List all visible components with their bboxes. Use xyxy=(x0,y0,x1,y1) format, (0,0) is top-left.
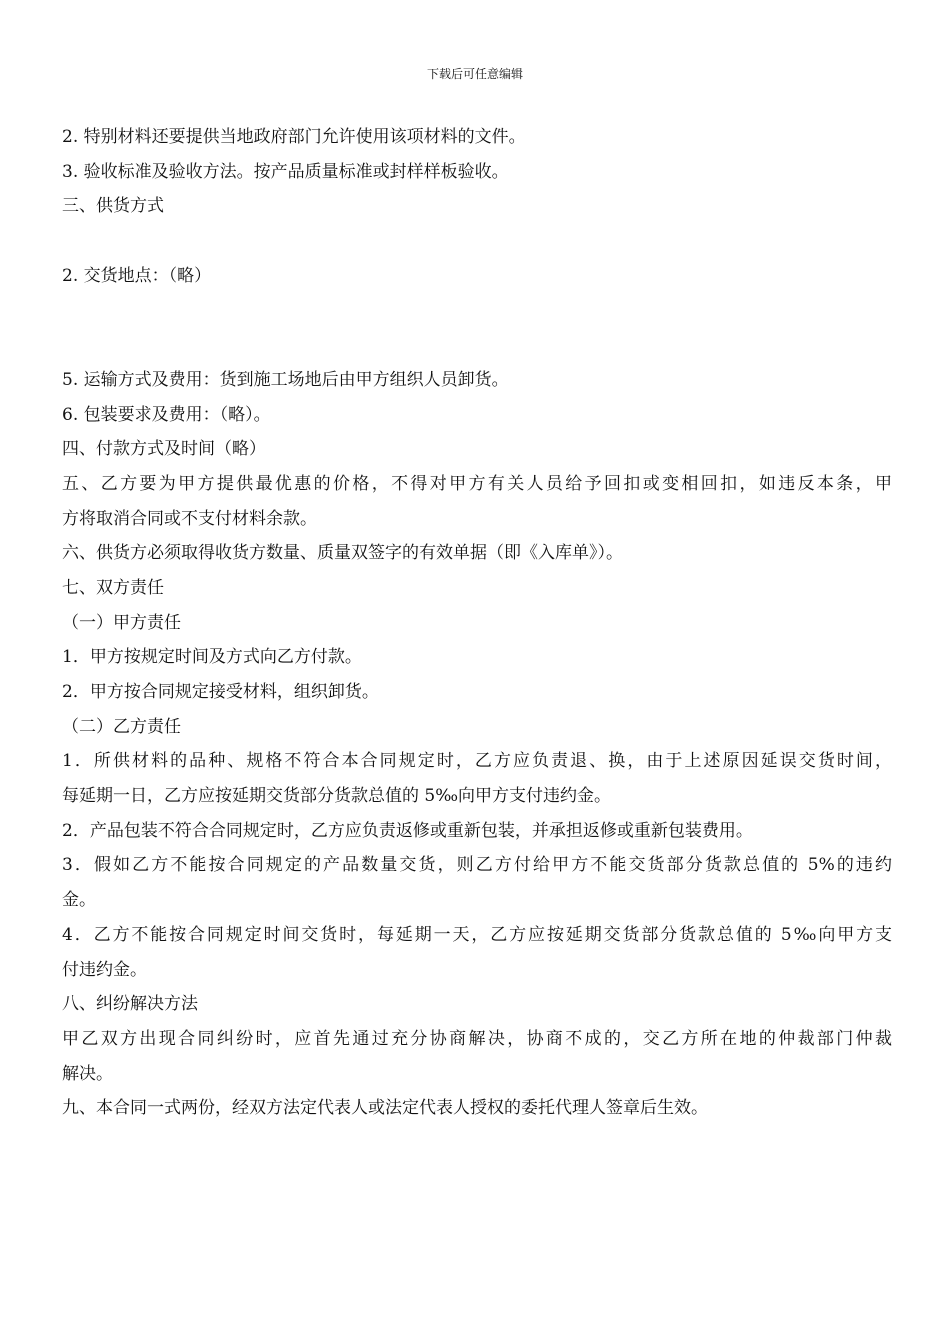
party-b-item-1-line2: 每延期一日，乙方应按延期交货部分货款总值的 5‰向甲方支付违约金。 xyxy=(62,786,612,807)
party-a-item-2: 2．甲方按合同规定接受材料，组织卸货。 xyxy=(62,682,379,702)
disputes-text-line2: 解决。 xyxy=(62,1063,113,1084)
disputes-text-line1: 甲乙双方出现合同纠纷时，应首先通过充分协商解决，协商不成的，交乙方所在地的仲裁部门仲裁 xyxy=(62,1028,892,1049)
section-receipt: 六、供货方必须取得收货方数量、质量双签字的有效单据（即《入库单》）。 xyxy=(62,543,623,564)
clause-packaging: 6. 包装要求及费用：（略）。 xyxy=(62,404,271,425)
page-header: 下载后可任意编辑 xyxy=(426,67,523,81)
section-responsibilities: 七、双方责任 xyxy=(62,577,164,598)
section-effectiveness: 九、本合同一式两份，经双方法定代表人或法定代表人授权的委托代理人签章后生效。 xyxy=(62,1098,708,1119)
section-pricing-line2: 方将取消合同或不支付材料余款。 xyxy=(62,508,317,529)
party-b-item-1-line1: 1．所供材料的品种、规格不符合本合同规定时，乙方应负责退、换，由于上述原因延误交货时间， xyxy=(62,751,892,772)
section-pricing-line1: 五、乙方要为甲方提供最优惠的价格，不得对甲方有关人员给予回扣或变相回扣，如违反本条，甲 xyxy=(62,473,892,494)
clause-transport: 5. 运输方式及费用：货到施工场地后由甲方组织人员卸货。 xyxy=(62,369,509,390)
clause-acceptance-standard: 3. 验收标准及验收方法。按产品质量标准或封样样板验收。 xyxy=(62,161,509,182)
party-a-item-1: 1．甲方按规定时间及方式向乙方付款。 xyxy=(62,647,362,668)
party-b-item-4-line2: 付违约金。 xyxy=(62,959,147,980)
clause-delivery-time xyxy=(62,224,892,259)
clause-delivery-place: 2. 交货地点：（略） xyxy=(62,265,212,286)
contract-body xyxy=(62,120,892,1126)
party-b-item-3-line2: 金。 xyxy=(62,890,96,911)
party-b-item-4-line1: 4．乙方不能按合同规定时间交货时，每延期一天，乙方应按延期交货部分货款总值的 5‰向甲方支 xyxy=(62,924,892,945)
clause-receiver xyxy=(62,328,892,363)
section-payment: 四、付款方式及时间（略） xyxy=(62,439,266,460)
section-supply-method: 三、供货方式 xyxy=(62,196,164,217)
clause-sender xyxy=(62,293,892,328)
section-disputes: 八、纠纷解决方法 xyxy=(62,994,198,1015)
subsection-party-b: （二）乙方责任 xyxy=(62,716,181,737)
party-b-item-2: 2．产品包装不符合合同规定时，乙方应负责返修或重新包装，并承担返修或重新包装费用。 xyxy=(62,820,753,841)
clause-special-materials: 2. 特别材料还要提供当地政府部门允许使用该项材料的文件。 xyxy=(62,127,526,147)
party-b-item-3-line1: 3．假如乙方不能按合同规定的产品数量交货，则乙方付给甲方不能交货部分货款总值的 5%的违约 xyxy=(62,855,892,876)
subsection-party-a: （一）甲方责任 xyxy=(62,612,181,633)
